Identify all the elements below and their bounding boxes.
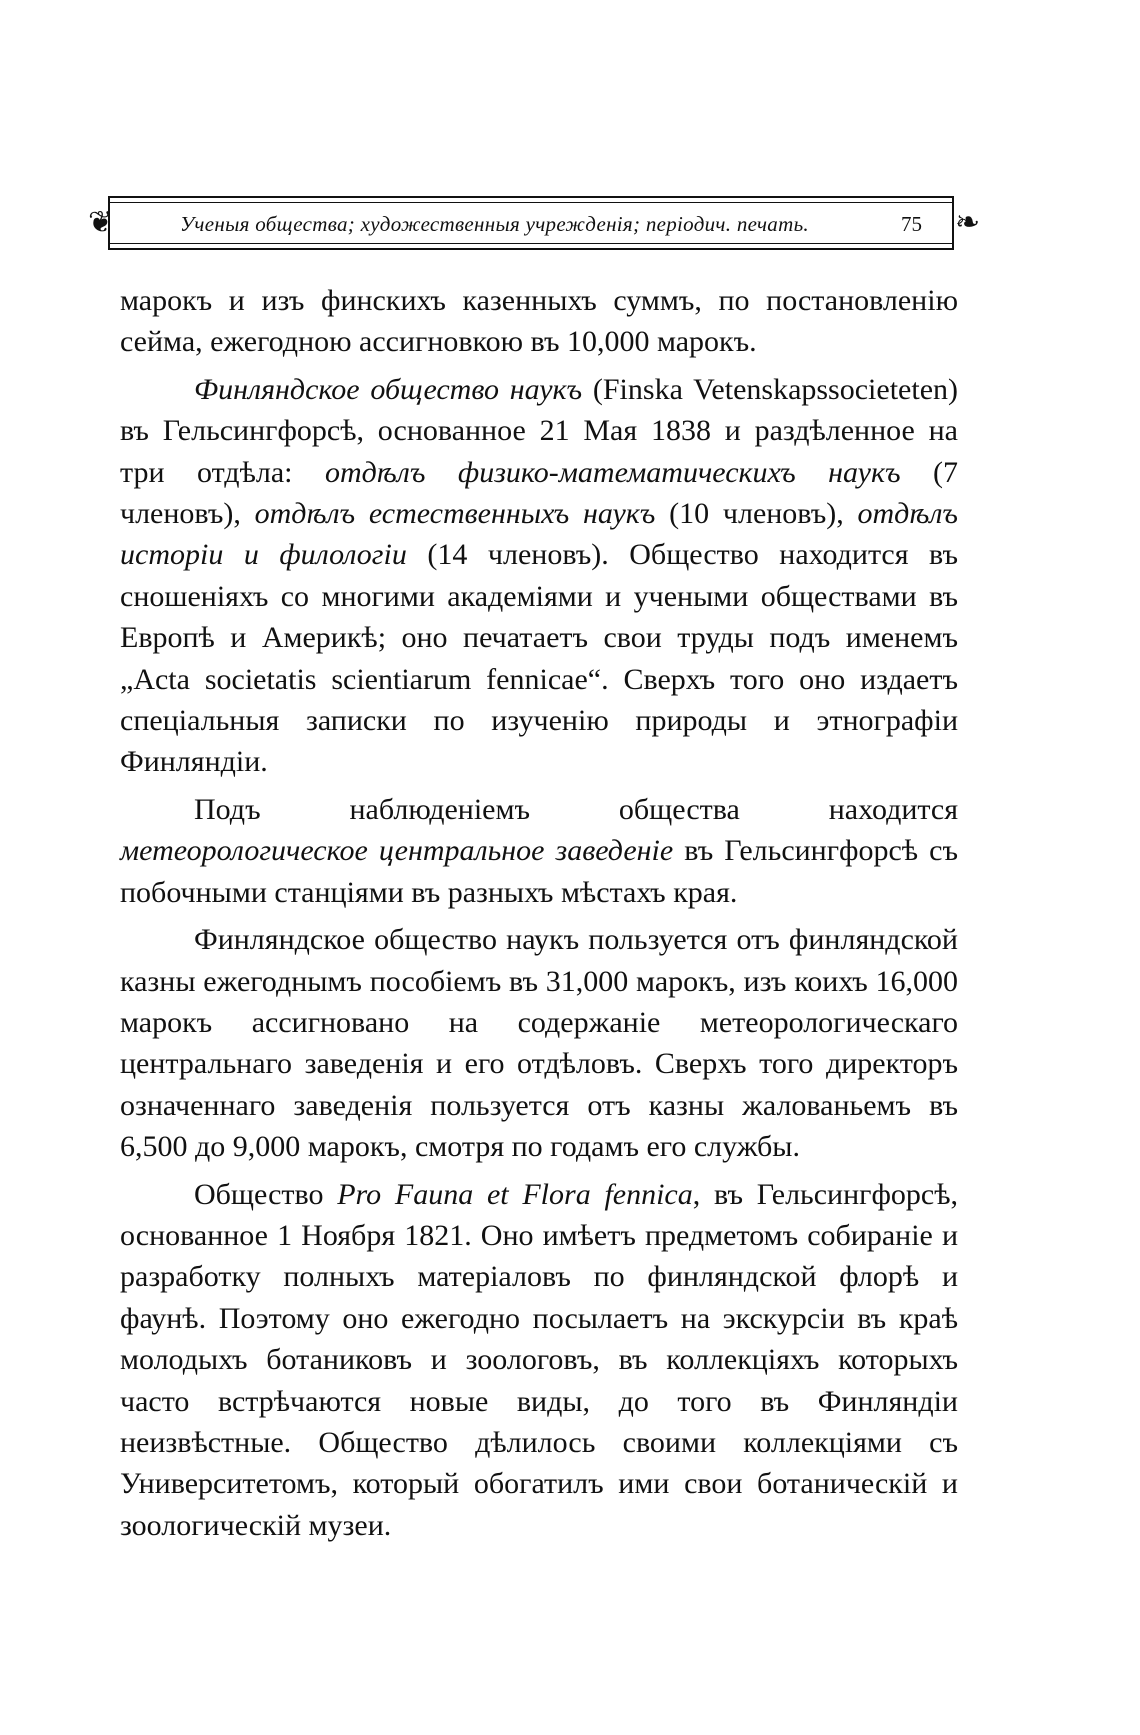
paragraph-5 [120, 1174, 958, 1547]
header-ornament-right-icon: ❧ [955, 206, 981, 239]
text-run: въ Гельсингфорсѣ съ побочными станціями въ разныхъ мѣстахъ края. [120, 834, 958, 909]
body-text [120, 280, 958, 1546]
page-number: 75 [901, 212, 922, 236]
italic-phrase: Pro Fauna et Flora fennica [337, 1177, 693, 1211]
italic-phrase: метеорологическое центральное заведеніе [120, 834, 674, 868]
text-run: Финляндское общество наукъ пользуется отъ финляндской казны ежегоднымъ пособіемъ въ 31,000 марокъ, изъ коихъ 16,000 марокъ ассигновано на содержаніе метеорологическаго центральнаго заведенія и его отдѣловъ. Сверхъ того директоръ означеннаго заведенія пользуется отъ казны жалованьемъ въ 6,500 до 9,000 марокъ, смотря по годамъ его службы. [120, 923, 958, 1164]
text-run: (7 членовъ), [120, 455, 958, 531]
text-run: Подъ наблюденіемъ общества находится [194, 792, 958, 826]
running-header-title: Ученыя общества; художественныя учрежденія; періодич. печать. [180, 212, 809, 236]
italic-phrase: отдѣлъ исторіи и филологіи [120, 497, 958, 572]
paragraph-1 [120, 280, 958, 363]
italic-phrase: Финляндское общество наукъ [194, 372, 583, 406]
header-ornament-left-icon: ❦ [88, 206, 114, 239]
text-run: Общество [194, 1177, 338, 1211]
italic-phrase: отдѣлъ естественныхъ наукъ [254, 497, 656, 531]
paragraph-3 [120, 789, 958, 913]
italic-phrase: отдѣлъ физико-математическихъ наукъ [324, 455, 901, 489]
text-run: (Finska Vetenskapssocieteten) въ Гельсингфорсѣ, основанное 21 Мая 1838 и раздѣленное на три отдѣла: [120, 372, 958, 489]
text-run: (10 членовъ), [655, 497, 858, 531]
paragraph-4 [120, 919, 958, 1167]
header-rule-bottom [110, 243, 952, 244]
text-run: марокъ и изъ финскихъ казенныхъ суммъ, по постановленію сейма, ежегодною ассигновкою въ 10,000 марокъ. [120, 284, 958, 359]
text-run: , въ Гельсингфорсѣ, основанное 1 Ноября 1821. Оно имѣетъ предметомъ собираніе и разработку полныхъ матеріаловъ по финляндской флорѣ и фаунѣ. Поэтому оно ежегодно посылаетъ на экскурсіи въ краѣ молодыхъ ботаниковъ и зоологовъ, въ коллекціяхъ которыхъ часто встрѣчаются новые виды, до того въ Финляндіи неизвѣстные. Общество дѣлилось своими коллекціями съ Университетомъ, который обогатилъ ими свои ботаническій и зоологическій музеи. [120, 1177, 959, 1542]
text-run: (14 членовъ). Общество находится въ сношеніяхъ со многими академіями и учеными обществами въ Европѣ и Америкѣ; оно печатаетъ свои труды подъ именемъ „Acta societatis scientiarum fennicae“. Сверхъ того оно издаетъ спеціальныя записки по изученію природы и этнографіи Финляндіи. [120, 538, 958, 779]
running-header [108, 196, 954, 250]
paragraph-2 [120, 369, 958, 783]
header-rule-top [110, 202, 952, 203]
